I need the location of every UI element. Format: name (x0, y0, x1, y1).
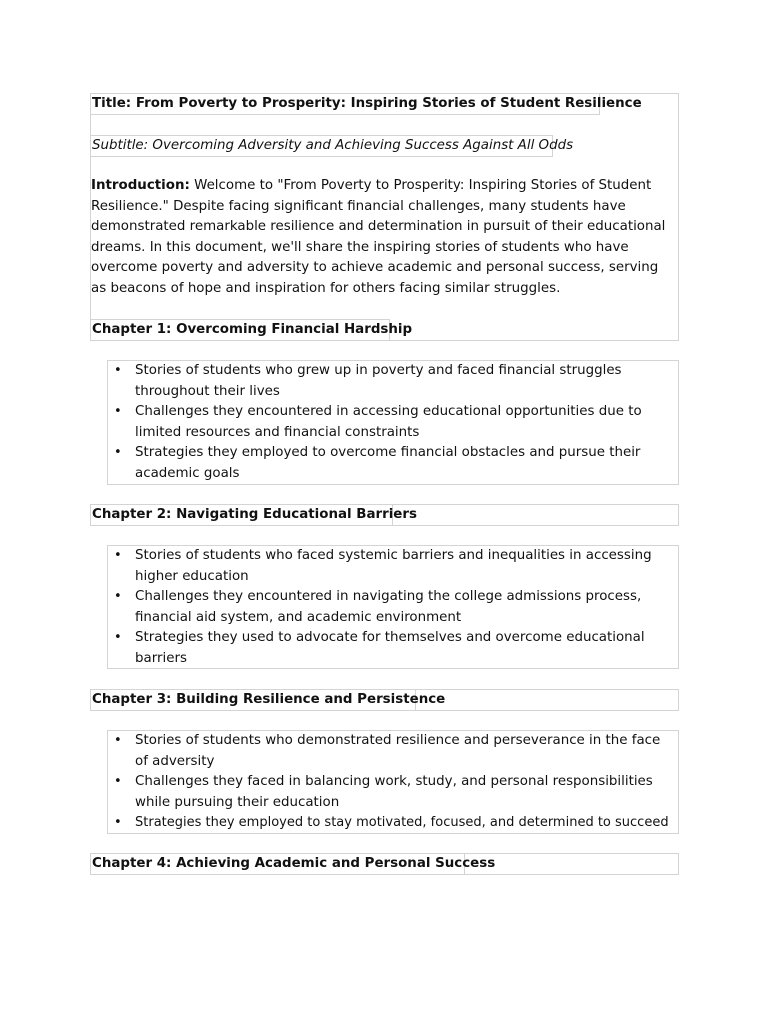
chapter-4-heading: Chapter 4: Achieving Academic and Personal Success (90, 853, 465, 875)
chapter-3-bullet-list (107, 731, 678, 834)
bullet-icon: • (114, 589, 122, 605)
list-item: • Challenges they encountered in accessing educational opportunities due to limited resources and financial constraints (114, 404, 642, 440)
list-item: • Strategies they used to advocate for themselves and overcome educational barriers (114, 630, 645, 666)
document-title: Title: From Poverty to Prosperity: Inspiring Stories of Student Resilience (90, 93, 600, 115)
chapter-1-bullet-list (107, 361, 678, 485)
list-item: • Challenges they faced in balancing work, study, and personal responsibilities while pursuing their education (114, 774, 653, 810)
bullet-icon: • (114, 363, 122, 378)
list-item: • Challenges they encountered in navigating the college admissions process, financial aid system, and academic environment (114, 589, 642, 625)
bullet-icon: • (114, 815, 122, 831)
list-item: • Strategies they employed to overcome financial obstacles and pursue their academic goals (114, 445, 641, 481)
introduction-text: Welcome to "From Poverty to Prosperity: Inspiring Stories of Student Resilience." Despite facing significant financial challenges, many students have demonstrated remarkable resilience and determination in pursuit of their educational dreams. In this document, we'll share the inspiring stories of students who have overcome poverty and adversity to achieve academic and personal success, serving as beacons of hope and inspiration for others facing similar struggles. (91, 178, 666, 296)
introduction-paragraph (91, 176, 677, 300)
list-item: • Strategies they employed to stay motivated, focused, and determined to succeed (107, 813, 678, 834)
chapter-3-heading: Chapter 3: Building Resilience and Persistence (90, 689, 416, 711)
list-item: • Stories of students who grew up in poverty and faced financial struggles throughout their lives (114, 363, 622, 399)
chapter-1-heading: Chapter 1: Overcoming Financial Hardship (90, 319, 390, 341)
chapter-2-heading: Chapter 2: Navigating Educational Barriers (90, 504, 393, 526)
bullet-icon: • (114, 404, 122, 420)
document-subtitle: Subtitle: Overcoming Adversity and Achieving Success Against All Odds (90, 135, 553, 157)
list-item: • Stories of students who demonstrated resilience and perseverance in the face of adversity (114, 733, 661, 769)
bullet-icon: • (114, 445, 122, 461)
chapter-2-bullet-list (107, 546, 678, 670)
bullet-icon: • (114, 733, 122, 748)
bullet-icon: • (114, 630, 122, 646)
bullet-icon: • (114, 774, 122, 790)
introduction-label: Introduction: (91, 178, 190, 193)
bullet-icon: • (114, 548, 122, 563)
list-item: • Stories of students who faced systemic barriers and inequalities in accessing higher education (114, 548, 652, 584)
